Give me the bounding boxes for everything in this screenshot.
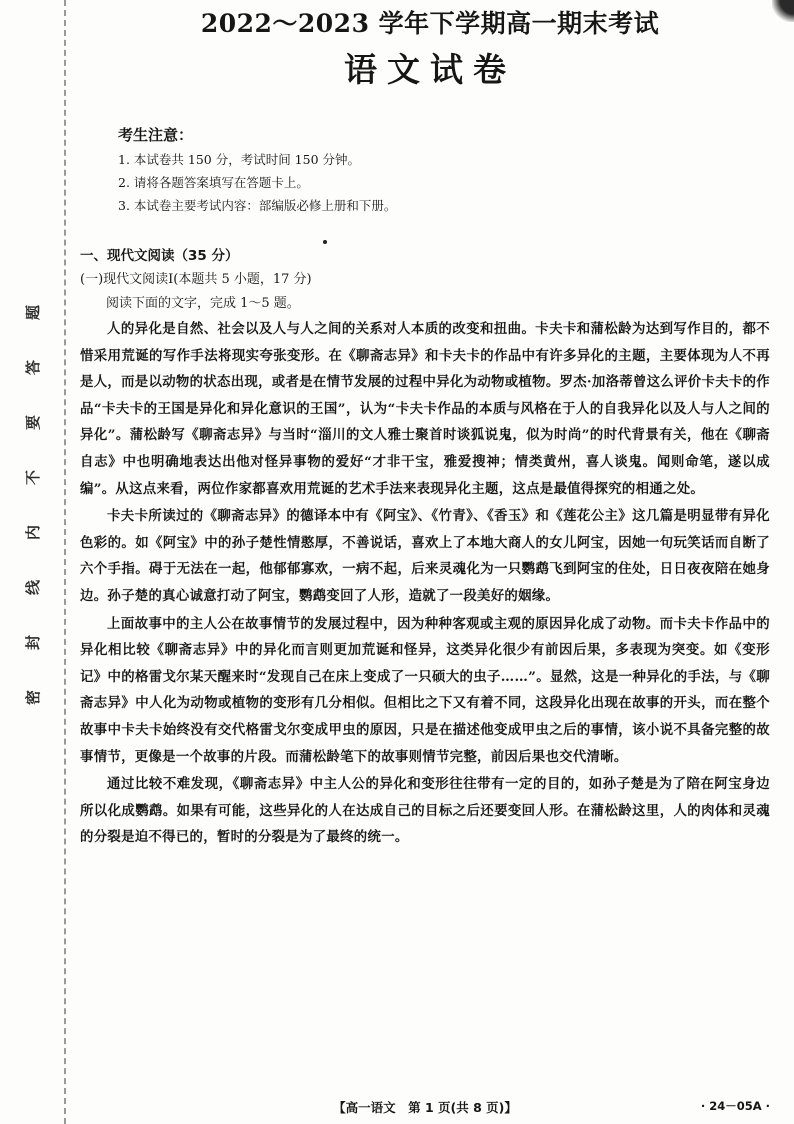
passage-paragraph: 通过比较不难发现，《聊斋志异》中主人公的异化和变形往往带有一定的目的，如孙子楚是为了陪在阿宝身边所以化成鹦鹉。如果有可能，这些异化的人在达成自己的目标之后还要变回人形。在蒲松龄这里，人的肉体和灵魂的分裂是迫不得已的，暂时的分裂是为了最终的统一。: [80, 776, 770, 846]
margin-char: 线: [24, 579, 43, 596]
footer-page-info: 【高一语文 第 1 页(共 8 页)】: [333, 1100, 517, 1115]
margin-char: 内: [24, 524, 43, 541]
exam-header: [80, 6, 780, 92]
subject-title: 语文试卷: [344, 50, 516, 89]
section-heading: 一、现代文阅读（35 分）: [80, 248, 239, 264]
binding-dashed-line: [64, 0, 66, 1124]
passage-paragraph: 卡夫卡所读过的《聊斋志异》的德译本中有《阿宝》、《竹青》、《香玉》和《莲花公主》这几篇是明显带有异化色彩的。如《阿宝》中的孙子楚性情憨厚，不善说话，喜欢上了本地大商人的女儿阿宝，因她一句玩笑话而自断了六个手指。碍于无法在一起，他郁郁寡欢，一病不起，后来灵魂化为一只鹦鹉飞到阿宝的住处，日日夜夜陪在她身边。孙子楚的真心诚意打动了阿宝，鹦鹉变回了人形，造就了一段美好的姻缘。: [80, 508, 770, 604]
margin-char: 密: [24, 689, 43, 706]
reading-instruction: 阅读下面的文字，完成 1～5 题。: [106, 296, 300, 311]
section-subheading: (一)现代文阅读Ⅰ(本题共 5 小题，17 分): [80, 272, 312, 287]
margin-char: 题: [24, 304, 43, 321]
margin-char: 封: [24, 634, 43, 651]
passage-paragraph: 上面故事中的主人公在故事情节的发展过程中，因为种种客观或主观的原因异化成了动物。而卡夫卡作品中的异化相比较《聊斋志异》中的异化而言则更加荒诞和怪异，这类异化很少有前因后果，多表现为突变。如《变形记》中的格雷戈尔某天醒来时“发现自己在床上变成了一只硕大的虫子……”。显然，这是一种异化的手法，与《聊斋志异》中人化为动物或植物的变形有几分相似。但相比之下又有着不同，这段异化出现在故事的开头，而在整个故事中卡夫卡始终没有交代格雷戈尔变成甲虫的原因，只是在描述他变成甲虫之后的事情，该小说不具备完整的故事情节，更像是一个故事的片段。而蒲松龄笔下的故事则情节完整，前因后果也交代清晰。: [80, 615, 770, 765]
page-footer: [80, 1098, 770, 1120]
margin-char: 要: [24, 414, 43, 431]
margin-char: 答: [24, 359, 43, 376]
margin-char: 不: [24, 469, 43, 486]
footer-exam-code: · 24－05A ·: [700, 1099, 770, 1113]
notice-item: 3. 本试卷主要考试内容：部编版必修上册和下册。: [118, 198, 397, 213]
exam-title: 2022～2023 学年下学期高一期末考试: [200, 9, 660, 38]
notice-item: 2. 请将各题答案填写在答题卡上。: [118, 175, 309, 190]
candidate-notice: [118, 124, 758, 217]
scan-dot: [323, 240, 327, 244]
reading-section: [80, 245, 770, 851]
notice-heading: 考生注意：: [118, 126, 194, 144]
binding-margin-warning: [22, 305, 46, 705]
passage-paragraph: 人的异化是自然、社会以及人与人之间的关系对人本质的改变和扭曲。卡夫卡和蒲松龄为达到写作目的，都不惜采用荒诞的写作手法将现实夸张变形。在《聊斋志异》和卡夫卡的作品中有许多异化的主题，主要体现为人不再是人，而是以动物的状态出现，或者是在情节发展的过程中异化为动物或植物。罗杰·加洛蒂曾这么评价卡夫卡的作品“卡夫卡的王国是异化和异化意识的王国”，认为“卡夫卡作品的本质与风格在于人的自我异化以及人与人之间的异化”。蒲松龄写《聊斋志异》与当时“淄川的文人雅士聚首时谈狐说鬼，似为时尚”的时代背景有关，他在《聊斋自志》中也明确地表达出他对怪异事物的爱好“才非干宝，雅爱搜神；情类黄州，喜人谈鬼。闻则命笔，遂以成编”。从这点来看，两位作家都喜欢用荒诞的艺术手法来表现异化主题，这点是最值得探究的相通之处。: [80, 321, 770, 497]
notice-item: 1. 本试卷共 150 分，考试时间 150 分钟。: [118, 152, 361, 167]
